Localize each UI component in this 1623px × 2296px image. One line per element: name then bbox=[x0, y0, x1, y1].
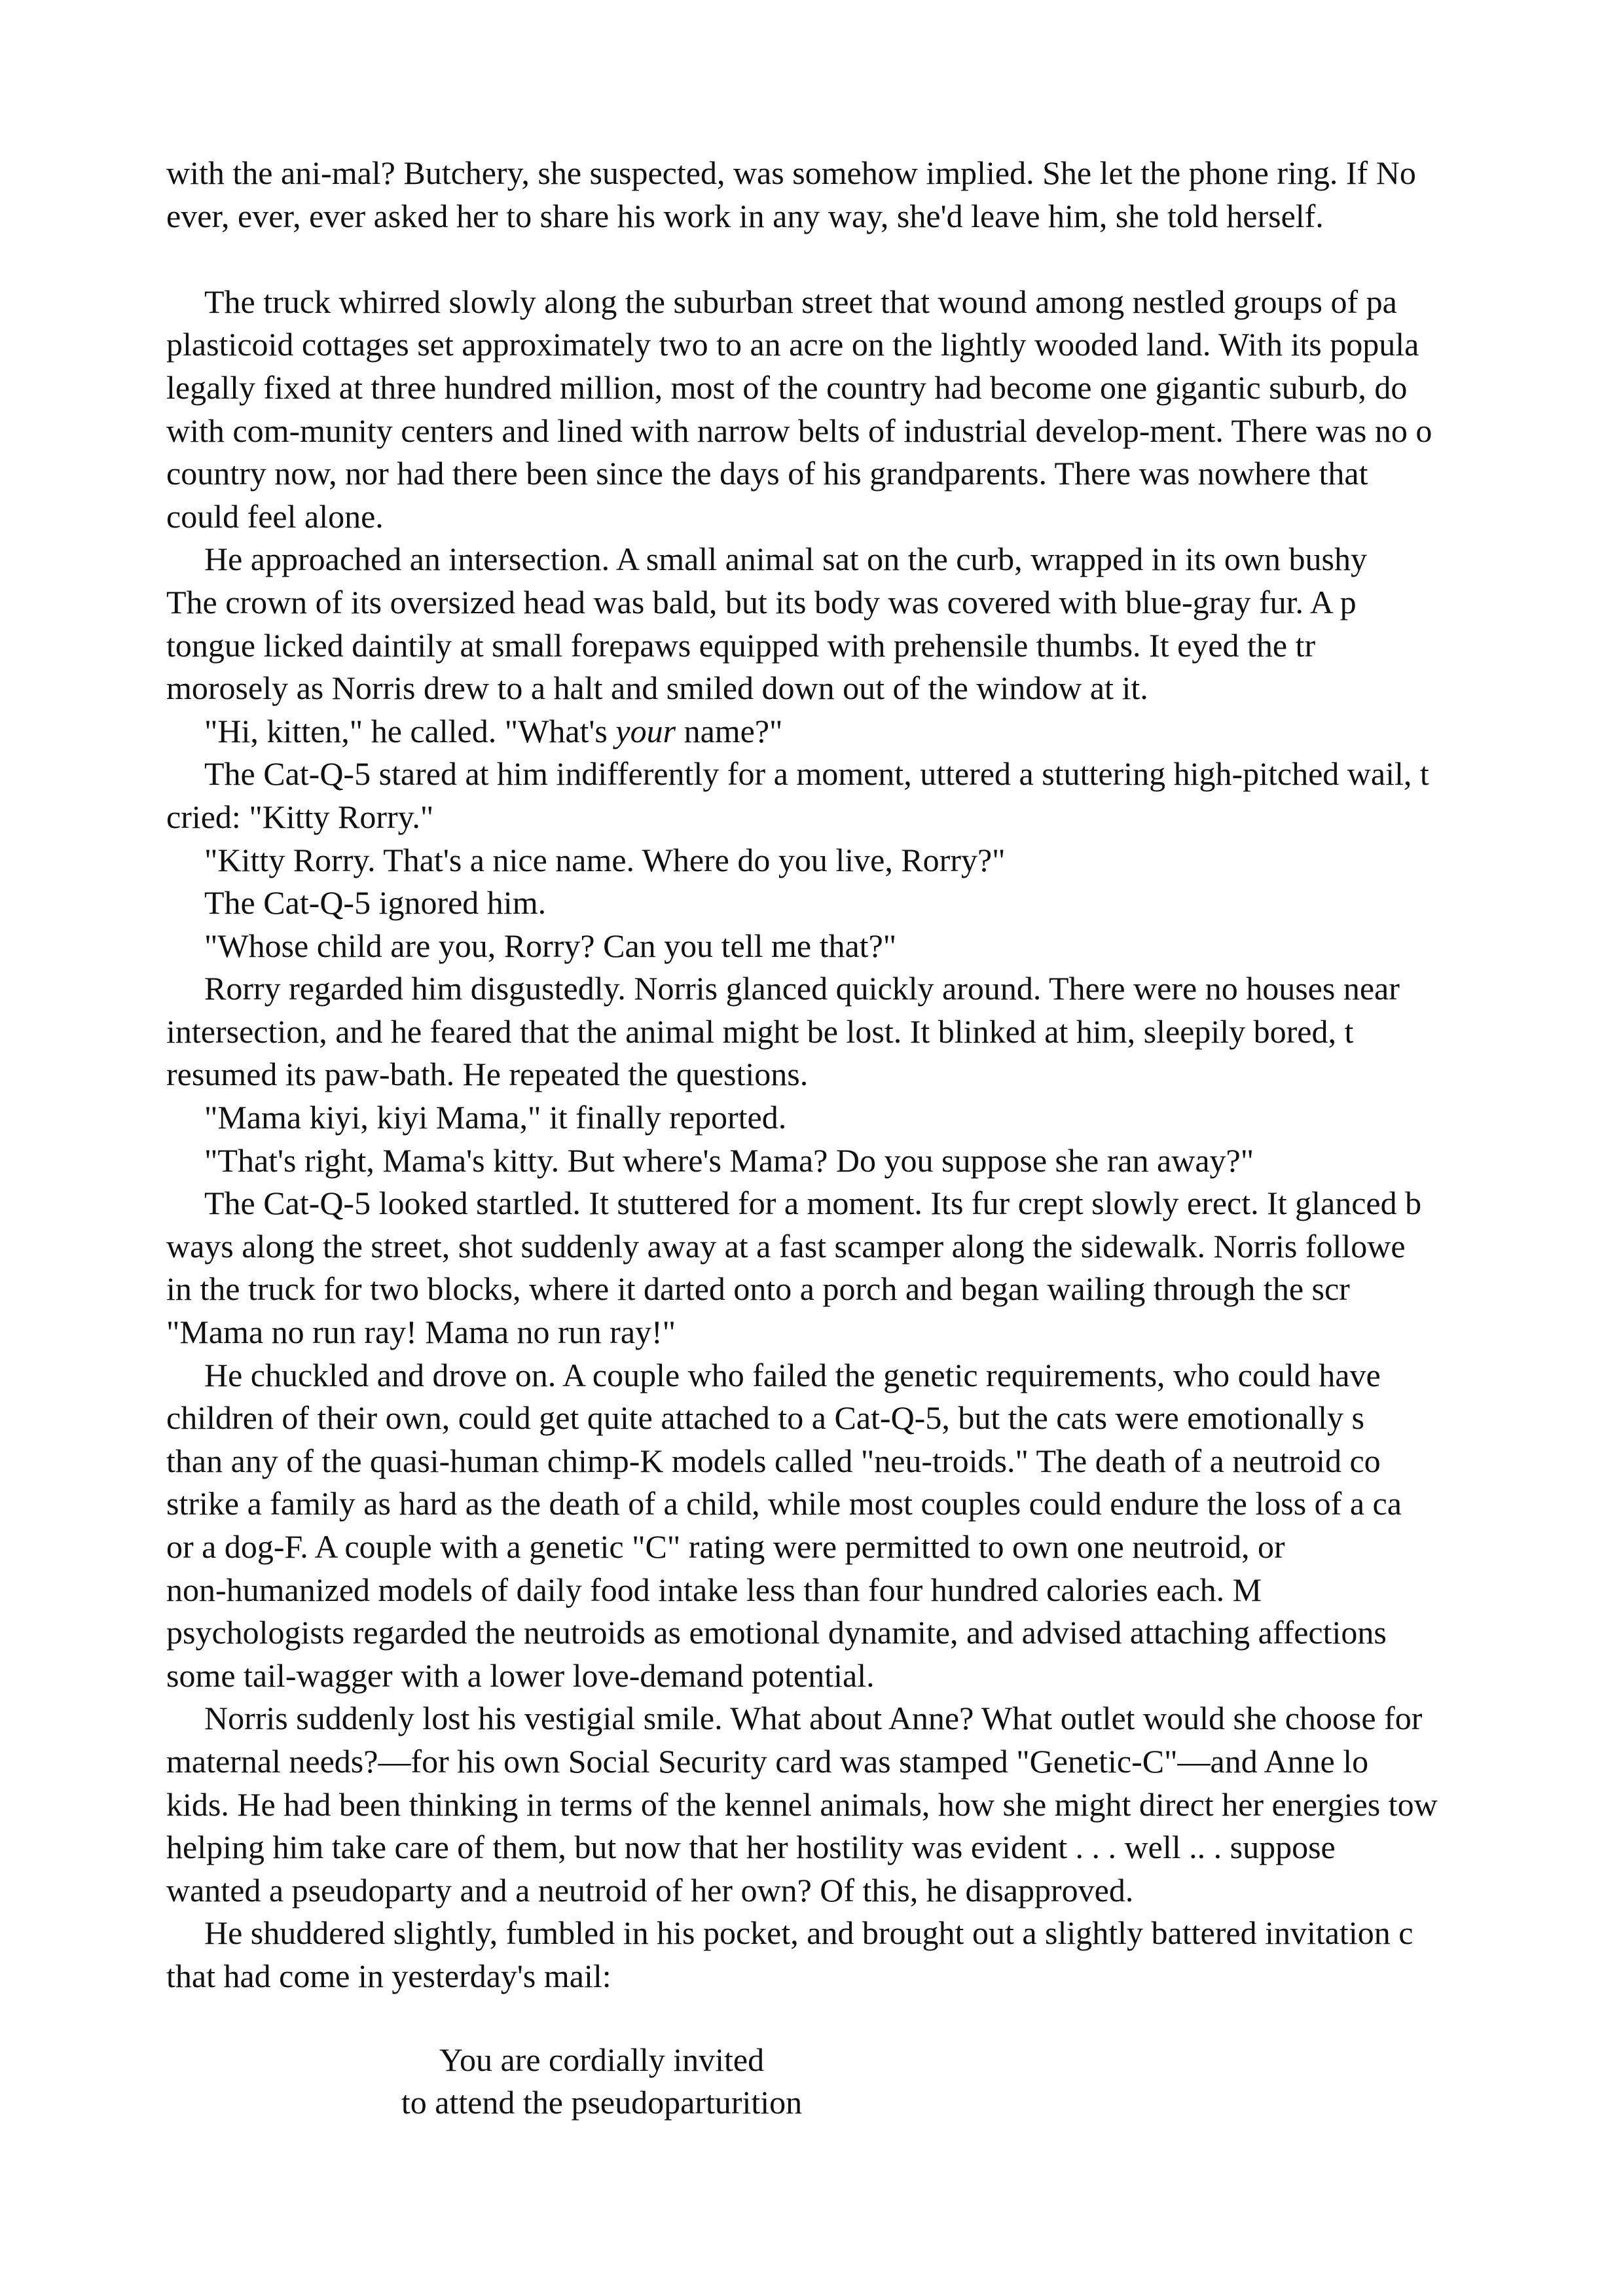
text-line: or a dog-F. A couple with a genetic "C" rating were permitted to own one neutroid, or bbox=[166, 1528, 1285, 1565]
text-line: maternal needs?—for his own Social Security card was stamped "Genetic-C"—and Anne lo bbox=[166, 1742, 1369, 1780]
invitation-spacer bbox=[166, 1998, 1623, 2039]
paragraph-start: The Cat-Q-5 looked startled. It stuttered for a moment. Its fur crept slowly erect. It glanced b bbox=[204, 1185, 1422, 1222]
text-line: resumed its paw-bath. He repeated the questions. bbox=[166, 1056, 809, 1093]
text-line: with com-munity centers and lined with narrow belts of industrial develop-ment. There was no o bbox=[166, 412, 1432, 449]
text-line: morosely as Norris drew to a halt and smiled down out of the window at it. bbox=[166, 670, 1148, 707]
text-line: children of their own, could get quite attached to a Cat-Q-5, but the cats were emotionally s bbox=[166, 1399, 1364, 1437]
paragraph-start: The truck whirred slowly along the suburban street that wound among nestled groups of pa bbox=[204, 283, 1397, 320]
text-line: with the ani-mal? Butchery, she suspected, was somehow implied. She let the phone ring. If No bbox=[166, 154, 1416, 191]
text-line: than any of the quasi-human chimp-K models called "neu-troids." The death of a neutroid co bbox=[166, 1442, 1381, 1479]
text-line: in the truck for two blocks, where it darted onto a porch and began wailing through the scr bbox=[166, 1270, 1350, 1308]
dialogue-text: name?" bbox=[676, 712, 783, 749]
text-line: country now, nor had there been since the days of his grandparents. There was nowhere that bbox=[166, 455, 1368, 492]
text-line: non-humanized models of daily food intake less than four hundred calories each. M bbox=[166, 1571, 1262, 1608]
text-line: kids. He had been thinking in terms of the kennel animals, how she might direct her energies tow bbox=[166, 1785, 1438, 1823]
text-line: wanted a pseudoparty and a neutroid of her own? Of this, he disapproved. bbox=[166, 1871, 1134, 1909]
text-line: strike a family as hard as the death of a child, while most couples could endure the loss of a ca bbox=[166, 1485, 1402, 1522]
text-line: legally fixed at three hundred million, most of the country had become one gigantic suburb, do bbox=[166, 368, 1408, 406]
text-line: helping him take care of them, but now that her hostility was evident . . . well .. . suppose bbox=[166, 1829, 1336, 1866]
text-line: ever, ever, ever asked her to share his work in any way, she'd leave him, she told herself. bbox=[166, 197, 1324, 234]
text-line: some tail-wagger with a lower love-demand potential. bbox=[166, 1657, 875, 1694]
dialogue-line: "Kitty Rorry. That's a nice name. Where do you live, Rorry?" bbox=[204, 841, 1006, 878]
dialogue-line bbox=[166, 710, 1623, 753]
text-line: cried: "Kitty Rorry." bbox=[166, 798, 434, 835]
text-line: psychologists regarded the neutroids as emotional dynamite, and advised attaching affections bbox=[166, 1614, 1387, 1651]
text-line: "Mama no run ray! Mama no run ray!" bbox=[166, 1314, 676, 1351]
paragraph-start: The Cat-Q-5 stared at him indifferently for a moment, uttered a stuttering high-pitched wail, t bbox=[204, 755, 1429, 793]
text-line: The crown of its oversized head was bald, but its body was covered with blue-gray fur. A p bbox=[166, 583, 1357, 620]
text-line: that had come in yesterday's mail: bbox=[166, 1957, 611, 1994]
text-line: intersection, and he feared that the animal might be lost. It blinked at him, sleepily bored, t bbox=[166, 1013, 1354, 1050]
invitation-line: You are cordially invited bbox=[439, 2041, 765, 2078]
text-line: plasticoid cottages set approximately two to an acre on the lightly wooded land. With its popula bbox=[166, 326, 1419, 363]
dialogue-text: "Hi, kitten," he called. "What's bbox=[204, 712, 616, 749]
invitation-line: to attend the pseudoparturition bbox=[401, 2084, 803, 2121]
paragraph-start: Rorry regarded him disgustedly. Norris glanced quickly around. There were no houses near bbox=[204, 970, 1400, 1007]
dialogue-line: "Whose child are you, Rorry? Can you tell me that?" bbox=[204, 927, 897, 964]
dialogue-line: "Mama kiyi, kiyi Mama," it finally reported. bbox=[204, 1099, 787, 1136]
dialogue-line: "That's right, Mama's kitty. But where's Mama? Do you suppose she ran away?" bbox=[204, 1141, 1254, 1179]
text-line: tongue licked daintily at small forepaws equipped with prehensile thumbs. It eyed the tr bbox=[166, 626, 1316, 664]
paragraph-start: He approached an intersection. A small animal sat on the curb, wrapped in its own bushy bbox=[204, 541, 1367, 578]
text-line: ways along the street, shot suddenly away at a fast scamper along the sidewalk. Norris followe bbox=[166, 1227, 1406, 1265]
section-break bbox=[166, 238, 1623, 281]
text-line: could feel alone. bbox=[166, 497, 384, 535]
paragraph-start: He shuddered slightly, fumbled in his pocket, and brought out a slightly battered invitation c bbox=[204, 1914, 1413, 1952]
paragraph-start: Norris suddenly lost his vestigial smile. What about Anne? What outlet would she choose for bbox=[204, 1700, 1423, 1737]
paragraph-start: The Cat-Q-5 ignored him. bbox=[204, 884, 547, 922]
emphasis-text: your bbox=[615, 712, 676, 749]
story-text bbox=[166, 152, 1623, 2125]
paragraph-start: He chuckled and drove on. A couple who failed the genetic requirements, who could have bbox=[204, 1356, 1381, 1393]
